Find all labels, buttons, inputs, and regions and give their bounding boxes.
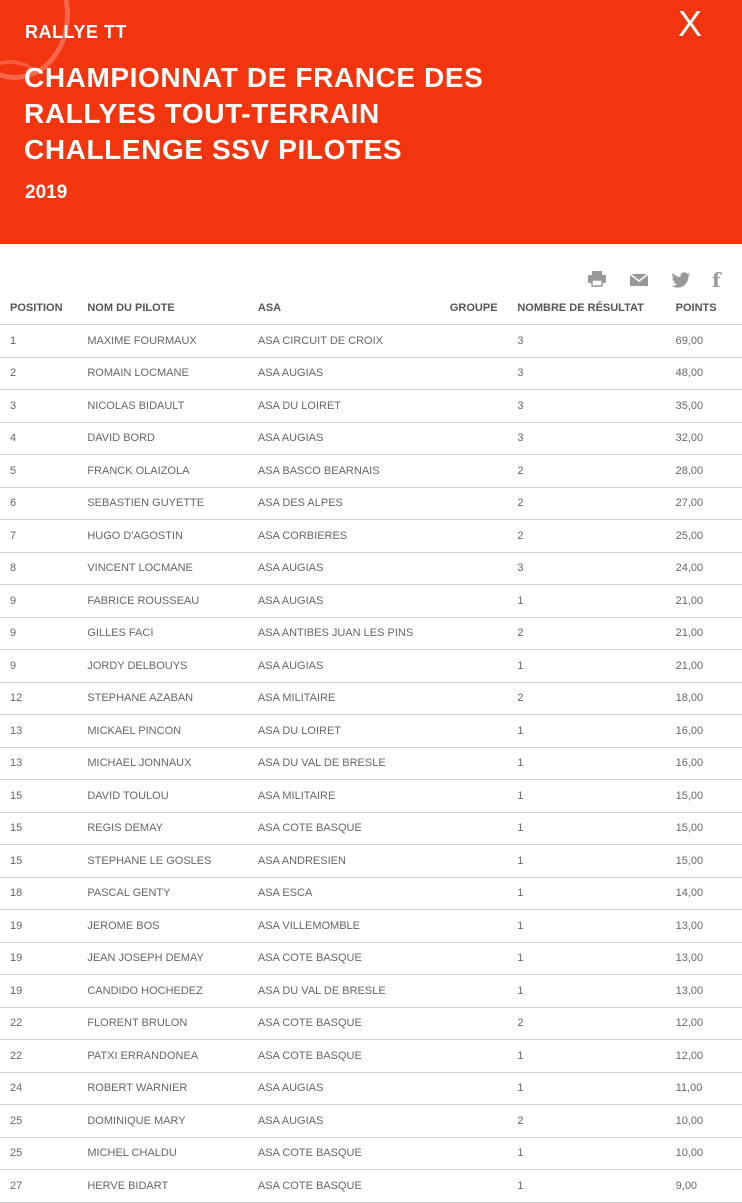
cell-groupe	[450, 585, 517, 618]
cell-groupe	[450, 910, 517, 943]
cell-groupe	[450, 357, 517, 390]
cell-pilote: DAVID TOULOU	[87, 780, 258, 813]
cell-nombre: 1	[517, 1137, 675, 1170]
cell-nombre: 1	[517, 942, 675, 975]
cell-groupe	[450, 422, 517, 455]
cell-points: 12,00	[676, 1007, 742, 1040]
cell-groupe	[450, 1137, 517, 1170]
cell-pilote: MICHEL CHALDU	[87, 1137, 258, 1170]
cell-nombre: 2	[517, 1105, 675, 1138]
cell-groupe	[450, 552, 517, 585]
cell-nombre: 2	[517, 617, 675, 650]
table-row	[0, 325, 742, 358]
cell-points: 18,00	[676, 682, 742, 715]
cell-groupe	[450, 617, 517, 650]
cell-points: 12,00	[676, 1040, 742, 1073]
cell-groupe	[450, 650, 517, 683]
cell-groupe	[450, 845, 517, 878]
table-header-row	[0, 292, 742, 325]
facebook-icon[interactable]: f	[712, 268, 721, 292]
cell-points: 15,00	[676, 812, 742, 845]
title-line: RALLYES TOUT-TERRAIN	[24, 98, 380, 129]
cell-asa: ASA DES ALPES	[258, 487, 450, 520]
column-header-groupe[interactable]: GROUPE	[450, 292, 517, 325]
cell-nombre: 1	[517, 1072, 675, 1105]
cell-pilote: ROMAIN LOCMANE	[87, 357, 258, 390]
table-row	[0, 845, 742, 878]
title-line: CHAMPIONNAT DE FRANCE DES	[24, 62, 484, 93]
cell-position: 15	[0, 812, 87, 845]
cell-nombre: 3	[517, 422, 675, 455]
column-header-nombre[interactable]: NOMBRE DE RÉSULTAT	[517, 292, 675, 325]
cell-points: 21,00	[676, 650, 742, 683]
cell-pilote: MICKAEL PINCON	[87, 715, 258, 748]
cell-groupe	[450, 1072, 517, 1105]
cell-position: 19	[0, 975, 87, 1008]
cell-nombre: 1	[517, 812, 675, 845]
cell-position: 9	[0, 585, 87, 618]
cell-groupe	[450, 487, 517, 520]
title-line: CHALLENGE SSV PILOTES	[24, 134, 403, 165]
season-year: 2019	[25, 182, 68, 203]
cell-pilote: STEPHANE LE GOSLES	[87, 845, 258, 878]
cell-position: 22	[0, 1040, 87, 1073]
table-row	[0, 1040, 742, 1073]
cell-groupe	[450, 390, 517, 423]
page-title	[24, 60, 624, 168]
cell-asa: ASA MILITAIRE	[258, 780, 450, 813]
cell-nombre: 3	[517, 325, 675, 358]
cell-points: 69,00	[676, 325, 742, 358]
cell-groupe	[450, 520, 517, 553]
cell-nombre: 3	[517, 390, 675, 423]
cell-asa: ASA AUGIAS	[258, 1105, 450, 1138]
cell-groupe	[450, 455, 517, 488]
column-header-pilote[interactable]: NOM DU PILOTE	[87, 292, 258, 325]
cell-points: 16,00	[676, 747, 742, 780]
cell-groupe	[450, 747, 517, 780]
cell-points: 24,00	[676, 552, 742, 585]
cell-position: 19	[0, 942, 87, 975]
cell-asa: ASA DU LOIRET	[258, 715, 450, 748]
cell-pilote: ROBERT WARNIER	[87, 1072, 258, 1105]
cell-nombre: 2	[517, 682, 675, 715]
cell-nombre: 2	[517, 1007, 675, 1040]
cell-position: 12	[0, 682, 87, 715]
cell-pilote: CANDIDO HOCHEDEZ	[87, 975, 258, 1008]
cell-position: 13	[0, 715, 87, 748]
cell-asa: ASA BASCO BEARNAIS	[258, 455, 450, 488]
cell-nombre: 1	[517, 650, 675, 683]
table-row	[0, 812, 742, 845]
cell-groupe	[450, 942, 517, 975]
table-row	[0, 552, 742, 585]
cell-pilote: HUGO D'AGOSTIN	[87, 520, 258, 553]
table-row	[0, 1137, 742, 1170]
cell-pilote: REGIS DEMAY	[87, 812, 258, 845]
cell-pilote: MAXIME FOURMAUX	[87, 325, 258, 358]
cell-position: 15	[0, 845, 87, 878]
cell-nombre: 3	[517, 357, 675, 390]
cell-asa: ASA CORBIERES	[258, 520, 450, 553]
table-row	[0, 877, 742, 910]
cell-asa: ASA COTE BASQUE	[258, 1170, 450, 1203]
cell-points: 15,00	[676, 845, 742, 878]
cell-asa: ASA AUGIAS	[258, 1072, 450, 1105]
table-row	[0, 422, 742, 455]
cell-pilote: JEROME BOS	[87, 910, 258, 943]
table-row	[0, 1105, 742, 1138]
cell-nombre: 1	[517, 845, 675, 878]
cell-asa: ASA VILLEMOMBLE	[258, 910, 450, 943]
cell-nombre: 1	[517, 877, 675, 910]
cell-position: 9	[0, 650, 87, 683]
cell-asa: ASA CIRCUIT DE CROIX	[258, 325, 450, 358]
table-row	[0, 585, 742, 618]
table-row	[0, 682, 742, 715]
table-row	[0, 617, 742, 650]
cell-points: 25,00	[676, 520, 742, 553]
cell-position: 5	[0, 455, 87, 488]
table-row	[0, 487, 742, 520]
cell-position: 8	[0, 552, 87, 585]
table-row	[0, 780, 742, 813]
cell-position: 9	[0, 617, 87, 650]
cell-asa: ASA ESCA	[258, 877, 450, 910]
cell-points: 35,00	[676, 390, 742, 423]
cell-asa: ASA COTE BASQUE	[258, 1040, 450, 1073]
cell-asa: ASA COTE BASQUE	[258, 1137, 450, 1170]
cell-groupe	[450, 780, 517, 813]
cell-position: 22	[0, 1007, 87, 1040]
table-row	[0, 390, 742, 423]
cell-groupe	[450, 1105, 517, 1138]
cell-points: 14,00	[676, 877, 742, 910]
cell-position: 1	[0, 325, 87, 358]
cell-groupe	[450, 715, 517, 748]
table-row	[0, 910, 742, 943]
share-bar	[0, 270, 742, 294]
standings-table	[0, 292, 742, 1203]
cell-groupe	[450, 812, 517, 845]
cell-nombre: 3	[517, 552, 675, 585]
cell-nombre: 2	[517, 455, 675, 488]
cell-position: 18	[0, 877, 87, 910]
cell-points: 21,00	[676, 585, 742, 618]
cell-pilote: STEPHANE AZABAN	[87, 682, 258, 715]
table-row	[0, 650, 742, 683]
cell-nombre: 1	[517, 585, 675, 618]
mail-icon[interactable]	[629, 273, 649, 292]
cell-asa: ASA AUGIAS	[258, 650, 450, 683]
table-row	[0, 1170, 742, 1203]
cell-nombre: 2	[517, 520, 675, 553]
cell-asa: ASA COTE BASQUE	[258, 942, 450, 975]
cell-points: 15,00	[676, 780, 742, 813]
table-row	[0, 455, 742, 488]
cell-points: 10,00	[676, 1137, 742, 1170]
cell-points: 13,00	[676, 975, 742, 1008]
close-button[interactable]: X	[677, 3, 702, 44]
cell-asa: ASA DU VAL DE BRESLE	[258, 975, 450, 1008]
cell-groupe	[450, 1040, 517, 1073]
cell-asa: ASA AUGIAS	[258, 552, 450, 585]
category-label: RALLYE TT	[25, 22, 127, 42]
cell-points: 28,00	[676, 455, 742, 488]
cell-nombre: 1	[517, 1040, 675, 1073]
cell-points: 27,00	[676, 487, 742, 520]
cell-points: 48,00	[676, 357, 742, 390]
column-header-position[interactable]: POSITION	[0, 292, 87, 325]
cell-groupe	[450, 877, 517, 910]
column-header-points[interactable]: POINTS	[676, 292, 742, 325]
cell-points: 9,00	[676, 1170, 742, 1203]
cell-asa: ASA AUGIAS	[258, 585, 450, 618]
cell-points: 13,00	[676, 942, 742, 975]
cell-points: 11,00	[676, 1072, 742, 1105]
cell-position: 25	[0, 1105, 87, 1138]
cell-nombre: 1	[517, 1170, 675, 1203]
cell-asa: ASA DU LOIRET	[258, 390, 450, 423]
cell-groupe	[450, 682, 517, 715]
cell-groupe	[450, 1007, 517, 1040]
table-row	[0, 942, 742, 975]
cell-position: 4	[0, 422, 87, 455]
cell-points: 21,00	[676, 617, 742, 650]
cell-pilote: GILLES FACI	[87, 617, 258, 650]
cell-asa: ASA COTE BASQUE	[258, 812, 450, 845]
cell-asa: ASA AUGIAS	[258, 422, 450, 455]
cell-points: 13,00	[676, 910, 742, 943]
cell-position: 7	[0, 520, 87, 553]
cell-groupe	[450, 1170, 517, 1203]
cell-pilote: NICOLAS BIDAULT	[87, 390, 258, 423]
cell-nombre: 1	[517, 780, 675, 813]
cell-pilote: DAVID BORD	[87, 422, 258, 455]
table-row	[0, 520, 742, 553]
twitter-icon[interactable]	[671, 272, 691, 293]
cell-pilote: VINCENT LOCMANE	[87, 552, 258, 585]
cell-asa: ASA MILITAIRE	[258, 682, 450, 715]
cell-pilote: SEBASTIEN GUYETTE	[87, 487, 258, 520]
table-row	[0, 747, 742, 780]
cell-position: 13	[0, 747, 87, 780]
cell-asa: ASA ANTIBES JUAN LES PINS	[258, 617, 450, 650]
print-icon[interactable]	[587, 270, 607, 293]
table-row	[0, 1007, 742, 1040]
cell-position: 3	[0, 390, 87, 423]
table-row	[0, 1072, 742, 1105]
table-row	[0, 715, 742, 748]
table-row	[0, 357, 742, 390]
cell-nombre: 1	[517, 975, 675, 1008]
cell-pilote: PASCAL GENTY	[87, 877, 258, 910]
cell-pilote: DOMINIQUE MARY	[87, 1105, 258, 1138]
column-header-asa[interactable]: ASA	[258, 292, 450, 325]
cell-asa: ASA COTE BASQUE	[258, 1007, 450, 1040]
cell-points: 16,00	[676, 715, 742, 748]
cell-asa: ASA AUGIAS	[258, 357, 450, 390]
cell-pilote: HERVE BIDART	[87, 1170, 258, 1203]
cell-position: 2	[0, 357, 87, 390]
cell-pilote: JORDY DELBOUYS	[87, 650, 258, 683]
cell-position: 25	[0, 1137, 87, 1170]
cell-nombre: 1	[517, 747, 675, 780]
cell-nombre: 2	[517, 487, 675, 520]
cell-nombre: 1	[517, 715, 675, 748]
cell-asa: ASA DU VAL DE BRESLE	[258, 747, 450, 780]
cell-position: 6	[0, 487, 87, 520]
cell-position: 24	[0, 1072, 87, 1105]
cell-pilote: FLORENT BRULON	[87, 1007, 258, 1040]
cell-position: 27	[0, 1170, 87, 1203]
cell-pilote: FABRICE ROUSSEAU	[87, 585, 258, 618]
cell-position: 19	[0, 910, 87, 943]
cell-pilote: MICHAEL JONNAUX	[87, 747, 258, 780]
cell-points: 10,00	[676, 1105, 742, 1138]
cell-asa: ASA ANDRESIEN	[258, 845, 450, 878]
cell-groupe	[450, 325, 517, 358]
cell-nombre: 1	[517, 910, 675, 943]
cell-position: 15	[0, 780, 87, 813]
cell-pilote: JEAN JOSEPH DEMAY	[87, 942, 258, 975]
cell-pilote: PATXI ERRANDONEA	[87, 1040, 258, 1073]
cell-points: 32,00	[676, 422, 742, 455]
cell-pilote: FRANCK OLAIZOLA	[87, 455, 258, 488]
page-header	[0, 0, 742, 244]
cell-groupe	[450, 975, 517, 1008]
table-row	[0, 975, 742, 1008]
